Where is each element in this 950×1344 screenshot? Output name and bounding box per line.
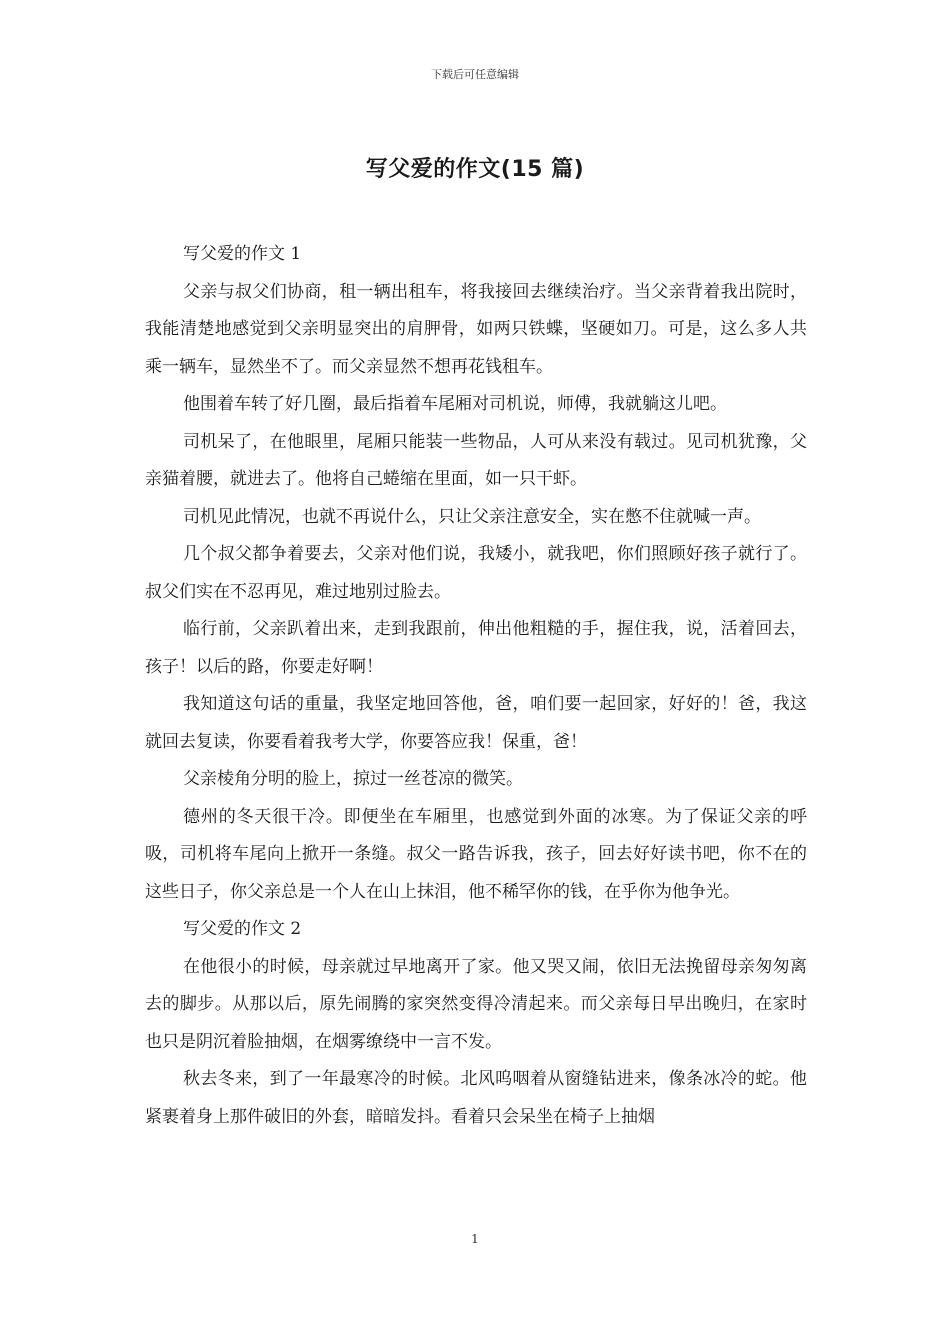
section-heading: 写父爱的作文 1	[183, 244, 302, 264]
document-title: 写父爱的作文(15 篇)	[365, 157, 585, 182]
paragraph: 秋去冬来，到了一年最寒冷的时候。北风呜咽着从窗缝钻进来，像条冰冷的蛇。他紧裹着身上那件破旧的外套，暗暗发抖。看着只会呆坐在椅子上抽烟	[145, 1069, 807, 1127]
paragraph: 他围着车转了好几圈，最后指着车尾厢对司机说，师傅，我就躺这儿吧。	[183, 394, 727, 414]
paragraph: 父亲棱角分明的脸上，掠过一丝苍凉的微笑。	[183, 769, 523, 789]
header-note: 下载后可任意编辑	[431, 68, 519, 81]
document-body	[145, 236, 807, 1136]
paragraph: 在他很小的时候，母亲就过早地离开了家。他又哭又闹，依旧无法挽留母亲匆匆离去的脚步。从那以后，原先闹腾的家突然变得冷清起来。而父亲每日早出晚归，在家时也只是阴沉着脸抽烟，在烟雾缭绕中一言不发。	[145, 956, 807, 1052]
paragraph: 德州的冬天很干冷。即便坐在车厢里，也感觉到外面的冰寒。为了保证父亲的呼吸，司机将车尾向上掀开一条缝。叔父一路告诉我，孩子，回去好好读书吧，你不在的这些日子，你父亲总是一个人在山上抹泪，他不稀罕你的钱，在乎你为他争光。	[145, 806, 807, 902]
paragraph: 司机呆了，在他眼里，尾厢只能装一些物品，人可从来没有载过。见司机犹豫，父亲猫着腰，就进去了。他将自己蜷缩在里面，如一只干虾。	[145, 431, 807, 489]
paragraph: 司机见此情况，也就不再说什么，只让父亲注意安全，实在憋不住就喊一声。	[183, 506, 761, 527]
paragraph: 几个叔父都争着要去，父亲对他们说，我矮小，就我吧，你们照顾好孩子就行了。叔父们实在不忍再见，难过地别过脸去。	[145, 544, 807, 602]
paragraph: 父亲与叔父们协商，租一辆出租车，将我接回去继续治疗。当父亲背着我出院时，我能清楚地感觉到父亲明显突出的肩胛骨，如两只铁蝶，坚硬如刀。可是，这么多人共乘一辆车，显然坐不了。而父亲显然不想再花钱租车。	[145, 281, 807, 377]
page-number: 1	[471, 1232, 479, 1246]
paragraph: 我知道这句话的重量，我坚定地回答他，爸，咱们要一起回家，好好的！爸，我这就回去复读，你要看着我考大学，你要答应我！保重，爸！	[145, 694, 807, 752]
section-heading: 写父爱的作文 2	[183, 919, 302, 939]
paragraph: 临行前，父亲趴着出来，走到我跟前，伸出他粗糙的手，握住我，说，活着回去，孩子！以后的路，你要走好啊！	[145, 619, 807, 677]
